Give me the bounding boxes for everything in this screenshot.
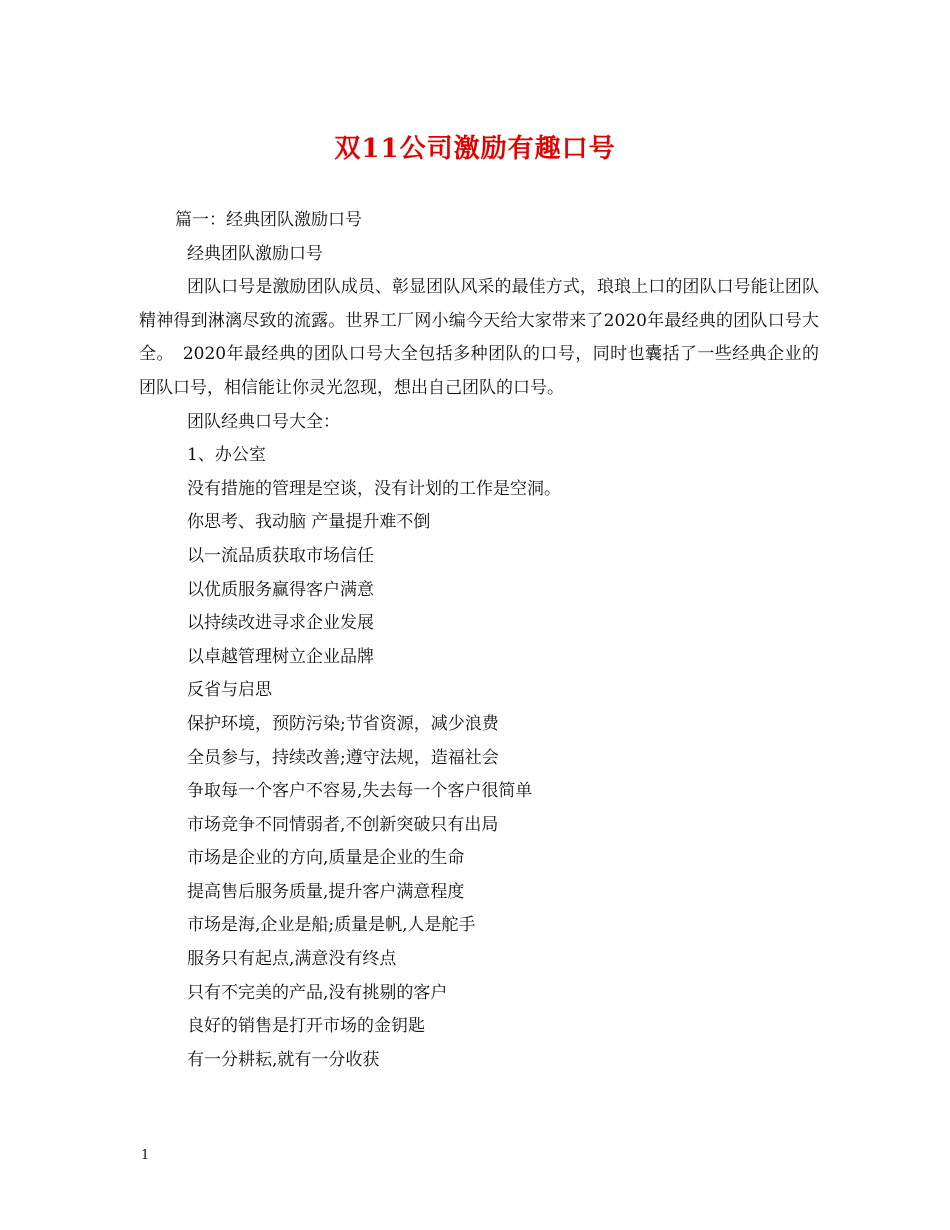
slogan-item: 以卓越管理树立企业品牌 (187, 646, 374, 667)
slogan-item: 只有不完美的产品,没有挑剔的客户 (187, 982, 448, 1003)
document-body (139, 204, 819, 1077)
category-heading: 1、办公室 (187, 445, 266, 466)
slogan-item: 良好的销售是打开市场的金钥匙 (187, 1016, 425, 1037)
slogan-item: 市场竞争不同情弱者,不创新突破只有出局 (187, 814, 499, 835)
section-heading: 篇一：经典团队激励口号 (175, 210, 362, 230)
sub-heading: 经典团队激励口号 (187, 243, 323, 264)
slogan-item: 以一流品质获取市场信任 (187, 545, 374, 566)
slogan-item: 提高售后服务质量,提升客户满意程度 (187, 881, 465, 902)
slogan-item: 反省与启思 (187, 680, 272, 701)
slogan-item: 争取每一个客户不容易,失去每一个客户很简单 (187, 781, 533, 802)
slogan-item: 你思考、我动脑 产量提升难不倒 (187, 512, 431, 533)
slogan-item: 服务只有起点,满意没有终点 (187, 949, 397, 970)
slogan-item: 全员参与，持续改善;遵守法规，造福社会 (187, 747, 499, 768)
slogan-item: 有一分耕耘,就有一分收获 (187, 1049, 380, 1070)
slogan-item: 市场是企业的方向,质量是企业的生命 (187, 848, 465, 869)
list-heading: 团队经典口号大全： (187, 411, 340, 432)
slogan-item: 市场是海,企业是船;质量是帆,人是舵手 (187, 915, 476, 936)
page-number: 1 (141, 1148, 150, 1163)
slogan-item: 没有措施的管理是空谈，没有计划的工作是空洞。 (187, 478, 561, 499)
slogan-item: 以优质服务赢得客户满意 (187, 579, 374, 600)
document-title: 双11公司激励有趣口号 (334, 134, 616, 164)
slogan-item: 保护环境，预防污染;节省资源，减少浪费 (187, 713, 499, 734)
slogan-item: 以持续改进寻求企业发展 (187, 613, 374, 634)
intro-paragraph: 团队口号是激励团队成员、彰显团队风采的最佳方式，琅琅上口的团队口号能让团队精神得到淋漓尽致的流露。世界工厂网小编今天给大家带来了2020年最经典的团队口号大全。 2020年最经典的团队口号大全包括多种团队的口号，同时也囊括了一些经典企业的团队口号，相信能让你灵光忽现，想出自己团队的口号。 (139, 277, 819, 398)
